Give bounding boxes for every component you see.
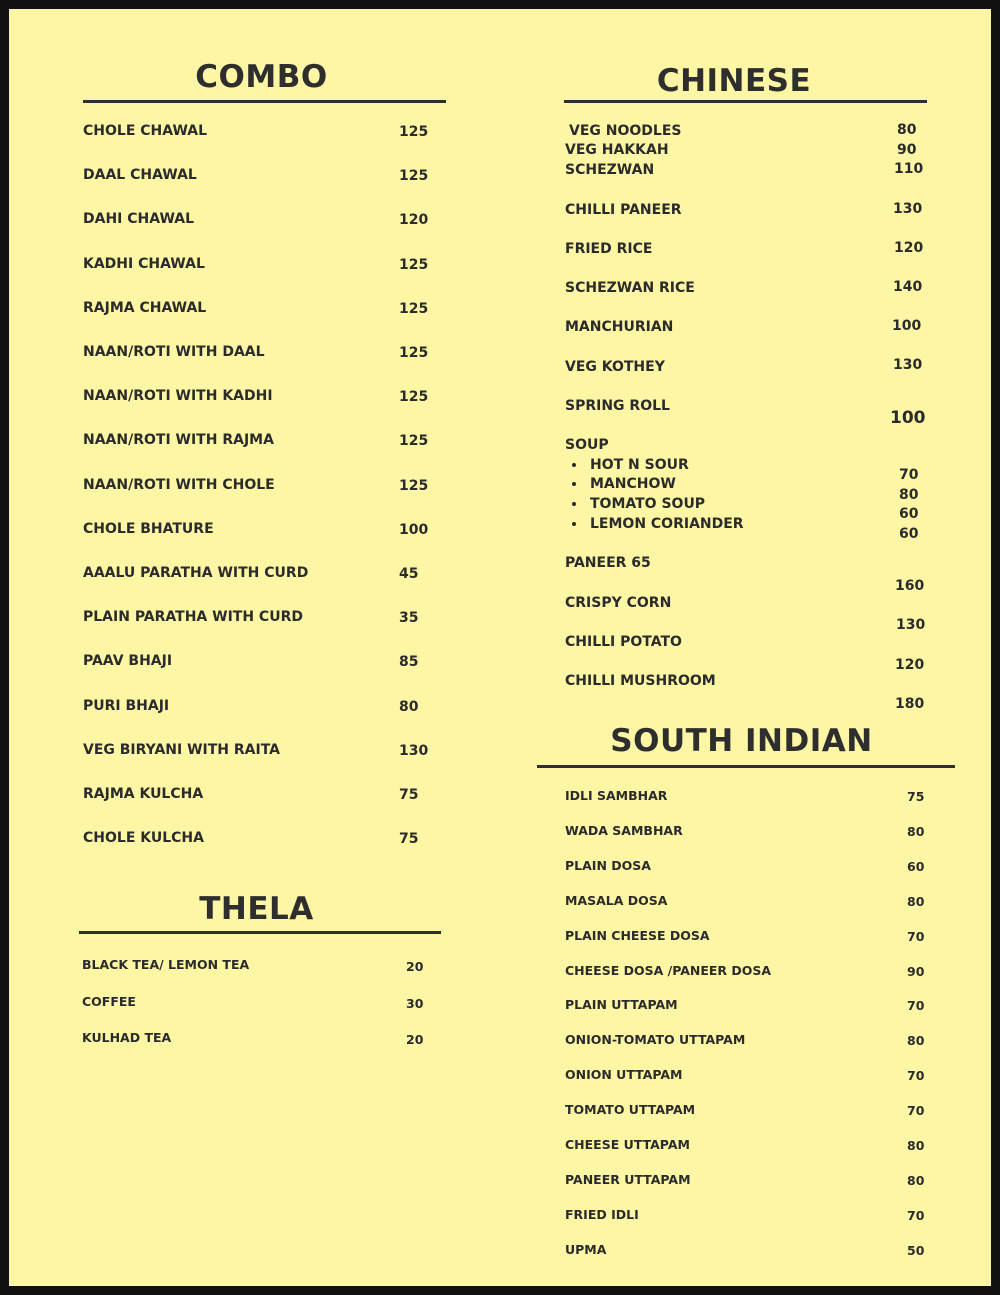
combo-item-price: 100 (399, 521, 429, 538)
south-indian-item-name: PANEER UTTAPAM (565, 1171, 691, 1187)
south-indian-item-name: ONION-TOMATO UTTAPAM (565, 1032, 746, 1048)
combo-item-price: 125 (399, 124, 429, 140)
combo-item-price: 125 (399, 477, 429, 494)
chinese-item-price: 100 (892, 318, 922, 334)
combo-item-name: KADHI CHAWAL (83, 255, 205, 272)
combo-item-price: 75 (399, 831, 419, 848)
combo-item-name: CHOLE CHAWAL (83, 123, 208, 139)
chinese-item-name: SOUP (565, 437, 609, 453)
south-indian-item-price: 80 (907, 823, 925, 839)
chinese-item-price: 120 (895, 657, 925, 673)
combo-item-price: 80 (399, 698, 419, 715)
chinese-item-name: CHILLI PANEER (565, 202, 682, 218)
south-indian-item-price: 70 (907, 1207, 925, 1223)
thela-item-price: 30 (406, 996, 424, 1011)
combo-item-price: 130 (399, 742, 429, 759)
soup-item-name: TOMATO SOUP (590, 496, 706, 512)
chinese-item-price: 60 (899, 526, 919, 542)
chinese-item-price: 80 (899, 487, 919, 503)
chinese-title: CHINESE (656, 63, 812, 99)
south-indian-item-price: 80 (907, 893, 925, 909)
soup-item-name: HOT N SOUR (590, 457, 689, 473)
south-indian-item-name: IDLI SAMBHAR (565, 788, 668, 803)
combo-item-price: 75 (399, 787, 419, 803)
combo-item-price: 125 (399, 389, 429, 406)
combo-item-name: AAALU PARATHA WITH CURD (83, 565, 309, 581)
chinese-item-price: 90 (897, 142, 917, 158)
combo-item-price: 125 (399, 345, 429, 361)
combo-item-price: 45 (399, 566, 419, 582)
chinese-item-price: 140 (893, 279, 923, 295)
combo-item-price: 125 (399, 168, 429, 185)
chinese-item-price: 110 (894, 161, 924, 177)
south-indian-item-name: MASALA DOSA (565, 892, 668, 908)
south-indian-item-name: PLAIN UTTAPAM (565, 997, 678, 1013)
thela-item-name: KULHAD TEA (82, 1030, 172, 1045)
chinese-item-price: 130 (893, 201, 923, 217)
chinese-item-price: 160 (895, 578, 925, 594)
soup-item-name: LEMON CORIANDER (590, 516, 744, 532)
combo-item-name: NAAN/ROTI WITH CHOLE (83, 476, 275, 493)
combo-item-name: RAJMA CHAWAL (83, 299, 207, 316)
south-indian-item-price: 80 (907, 1033, 925, 1049)
south-indian-item-name: CHEESE UTTAPAM (565, 1137, 690, 1152)
south-indian-item-price: 70 (907, 998, 925, 1014)
combo-item-name: NAAN/ROTI WITH RAJMA (83, 432, 274, 449)
south-indian-item-price: 70 (907, 1103, 925, 1119)
chinese-item-price: 120 (894, 240, 924, 256)
combo-item-name: DAHI CHAWAL (83, 211, 195, 228)
south-indian-divider (537, 765, 955, 768)
south-indian-item-price: 70 (907, 1068, 925, 1084)
south-indian-item-price: 75 (907, 789, 925, 804)
combo-item-price: 120 (399, 212, 429, 229)
chinese-item-name: VEG NOODLES (569, 123, 682, 139)
thela-item-name: COFFEE (82, 994, 136, 1009)
south-indian-item-name: UPMA (565, 1241, 607, 1257)
south-indian-item-name: PLAIN DOSA (565, 857, 651, 873)
combo-item-name: CHOLE BHATURE (83, 520, 214, 537)
chinese-divider (564, 100, 927, 103)
south-indian-item-price: 50 (907, 1242, 925, 1258)
south-indian-item-name: WADA SAMBHAR (565, 822, 683, 838)
south-indian-item-name: ONION UTTAPAM (565, 1067, 683, 1083)
south-indian-item-name: CHEESE DOSA /PANEER DOSA (565, 962, 772, 978)
combo-item-name: NAAN/ROTI WITH DAAL (83, 344, 265, 360)
chinese-item-price: 100 (890, 408, 926, 428)
bullet-icon (572, 463, 576, 467)
chinese-item-name: CHILLI POTATO (565, 634, 682, 650)
combo-item-name: RAJMA KULCHA (83, 786, 204, 802)
south-indian-item-price: 80 (907, 1172, 925, 1188)
south-indian-item-name: TOMATO UTTAPAM (565, 1102, 696, 1118)
menu-page (9, 9, 991, 1286)
thela-item-price: 20 (406, 1032, 424, 1047)
south-indian-item-name: FRIED IDLI (565, 1206, 639, 1222)
combo-item-price: 35 (399, 610, 419, 627)
chinese-item-name: PANEER 65 (565, 555, 651, 571)
combo-title: COMBO (195, 59, 328, 95)
chinese-item-name: SCHEZWAN RICE (565, 280, 695, 296)
chinese-item-name: FRIED RICE (565, 241, 653, 257)
combo-item-name: VEG BIRYANI WITH RAITA (83, 741, 281, 758)
combo-item-name: CHOLE KULCHA (83, 830, 204, 847)
south-indian-item-price: 60 (907, 858, 925, 874)
combo-item-name: PLAIN PARATHA WITH CURD (83, 609, 303, 626)
thela-title: THELA (199, 891, 314, 927)
chinese-item-name: CHILLI MUSHROOM (565, 673, 716, 689)
chinese-item-name: VEG KOTHEY (565, 359, 665, 375)
combo-divider (83, 100, 446, 103)
bullet-icon (572, 502, 576, 506)
combo-item-name: PURI BHAJI (83, 697, 170, 714)
chinese-item-price: 130 (896, 617, 926, 633)
combo-item-price: 125 (399, 300, 429, 317)
thela-item-price: 20 (406, 959, 424, 974)
south-indian-title: SOUTH INDIAN (610, 723, 873, 759)
combo-item-name: DAAL CHAWAL (83, 167, 197, 184)
chinese-item-name: CRISPY CORN (565, 595, 672, 611)
combo-item-price: 125 (399, 256, 429, 273)
combo-item-name: PAAV BHAJI (83, 653, 173, 670)
chinese-item-price: 70 (899, 467, 919, 483)
combo-item-price: 85 (399, 654, 419, 671)
chinese-item-name: SCHEZWAN (565, 162, 655, 178)
chinese-item-name: VEG HAKKAH (565, 142, 669, 158)
chinese-item-price: 60 (899, 506, 919, 522)
south-indian-item-price: 80 (907, 1138, 925, 1153)
south-indian-item-price: 70 (907, 928, 925, 944)
south-indian-item-name: PLAIN CHEESE DOSA (565, 927, 710, 943)
chinese-item-name: SPRING ROLL (565, 398, 670, 414)
combo-item-price: 125 (399, 433, 429, 450)
bullet-icon (572, 522, 576, 526)
chinese-item-price: 80 (897, 122, 917, 138)
bullet-icon (572, 482, 576, 486)
thela-item-name: BLACK TEA/ LEMON TEA (82, 957, 250, 972)
south-indian-item-price: 90 (907, 963, 925, 979)
chinese-item-name: MANCHURIAN (565, 319, 674, 335)
chinese-item-price: 130 (893, 357, 923, 373)
soup-item-name: MANCHOW (590, 476, 676, 492)
combo-item-name: NAAN/ROTI WITH KADHI (83, 388, 273, 405)
chinese-item-price: 180 (895, 696, 925, 712)
thela-divider (79, 931, 441, 934)
